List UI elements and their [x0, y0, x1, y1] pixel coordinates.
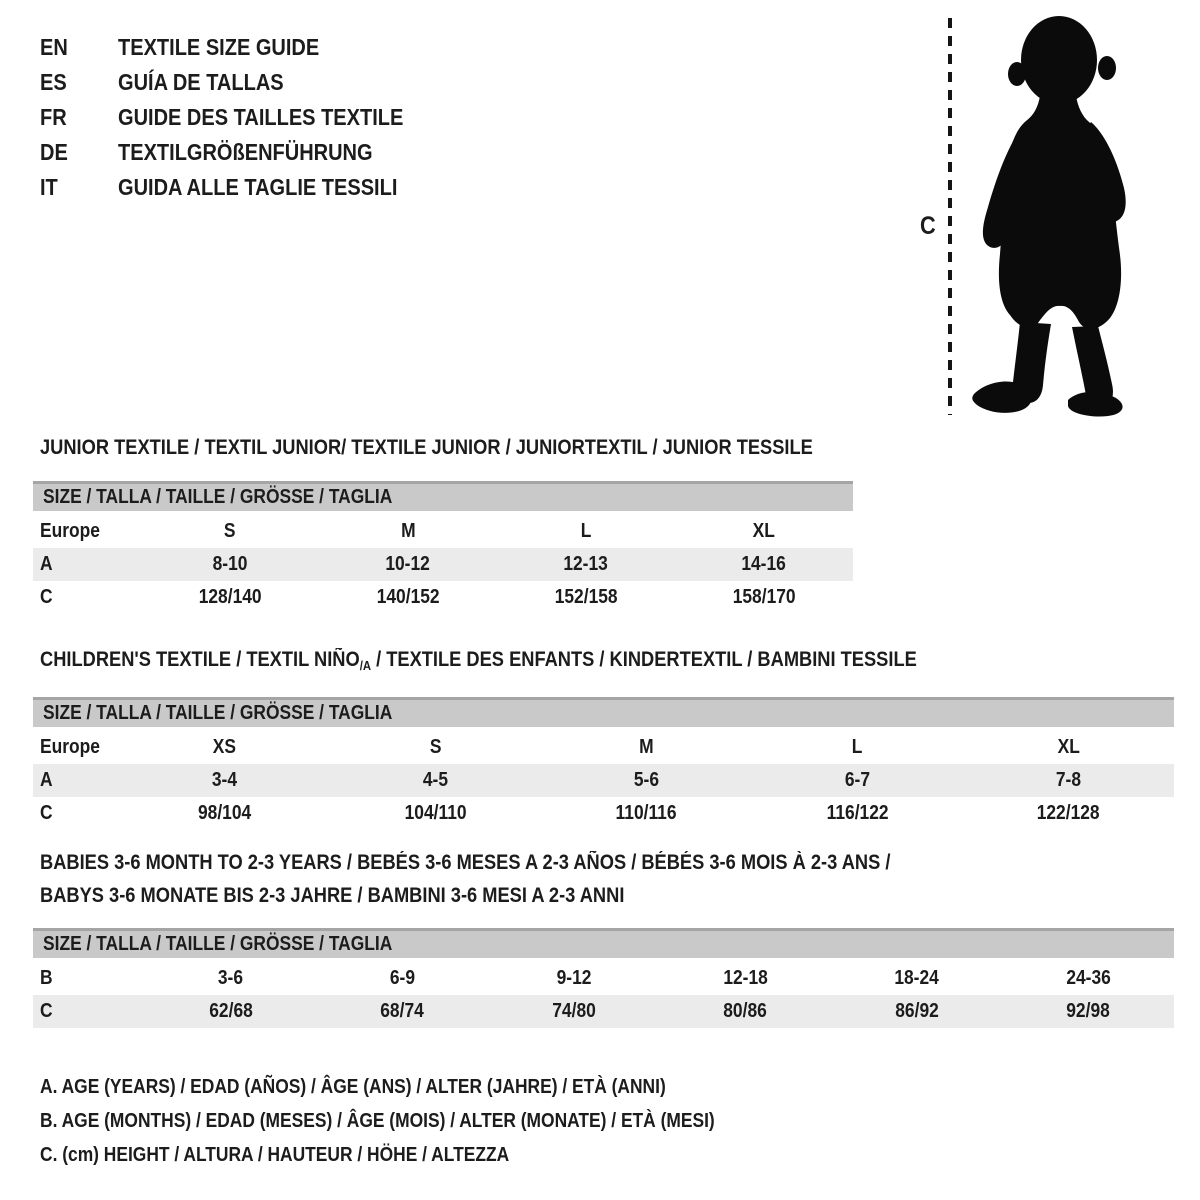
- height-cell: 92/98: [1066, 1000, 1111, 1022]
- height-cell: 80/86: [723, 1000, 768, 1022]
- months-cell: 6-9: [389, 967, 415, 989]
- language-title-list: [40, 30, 446, 205]
- size-cell: S: [224, 520, 236, 542]
- babies-size-header-bar: SIZE / TALLA / TAILLE / GRÖSSE / TAGLIA: [33, 928, 1174, 958]
- size-cell: M: [400, 520, 416, 542]
- guide-title-it: GUIDA ALLE TAGLIE TESSILI: [118, 174, 398, 200]
- row-label: Europe: [40, 520, 100, 542]
- language-row-it: [40, 170, 446, 205]
- age-cell: 3-4: [211, 769, 238, 791]
- size-cell: XS: [212, 736, 237, 758]
- junior-row-age: [33, 548, 853, 581]
- size-cell: M: [639, 736, 654, 758]
- junior-row-europe: [33, 515, 853, 548]
- language-code: FR: [40, 104, 67, 130]
- months-cell: 12-18: [722, 967, 768, 989]
- language-code: IT: [40, 174, 58, 200]
- babies-row-height: [33, 995, 1174, 1028]
- babies-row-months: [33, 962, 1174, 995]
- size-cell: XL: [752, 520, 776, 542]
- age-cell: 5-6: [633, 769, 660, 791]
- measure-legend: [40, 1070, 816, 1172]
- height-cell: 62/68: [208, 1000, 253, 1022]
- height-cell: 122/128: [1037, 802, 1100, 824]
- row-label: B: [40, 967, 53, 989]
- height-cell: 104/110: [404, 802, 467, 824]
- legend-line-a: A. AGE (YEARS) / EDAD (AÑOS) / ÂGE (ANS) / ALTER (JAHRE) / ETÀ (ANNI): [40, 1075, 666, 1098]
- children-textile-section: [33, 648, 1174, 830]
- age-cell: 10-12: [385, 553, 431, 575]
- height-cell: 140/152: [376, 586, 440, 608]
- legend-line-c: C. (cm) HEIGHT / ALTURA / HAUTEUR / HÖHE / ALTEZZA: [40, 1143, 510, 1166]
- age-cell: 7-8: [1055, 769, 1082, 791]
- months-cell: 18-24: [894, 967, 940, 989]
- size-cell: L: [852, 736, 863, 758]
- size-cell: S: [429, 736, 442, 758]
- row-label: A: [40, 553, 53, 575]
- guide-title-en: TEXTILE SIZE GUIDE: [118, 34, 320, 60]
- height-cell: 74/80: [551, 1000, 596, 1022]
- height-cell: 98/104: [197, 802, 252, 824]
- row-label: A: [40, 769, 53, 791]
- row-label: C: [40, 802, 53, 824]
- language-code: DE: [40, 139, 68, 165]
- junior-section-title: JUNIOR TEXTILE / TEXTIL JUNIOR/ TEXTILE JUNIOR / JUNIORTEXTIL / JUNIOR TESSILE: [40, 436, 813, 459]
- children-section-title: CHILDREN'S TEXTILE / TEXTIL NIÑO/A / TEXTILE DES ENFANTS / KINDERTEXTIL / BAMBINI TESSILE: [40, 648, 917, 673]
- legend-line-b: B. AGE (MONTHS) / EDAD (MESES) / ÂGE (MOIS) / ALTER (MONATE) / ETÀ (MESI): [40, 1109, 715, 1132]
- children-row-age: [33, 764, 1174, 797]
- height-cell: 158/170: [732, 586, 796, 608]
- children-size-header-bar: SIZE / TALLA / TAILLE / GRÖSSE / TAGLIA: [33, 697, 1174, 727]
- babies-section-title: BABIES 3-6 MONTH TO 2-3 YEARS / BEBÉS 3-6 MESES A 2-3 AÑOS / BÉBÉS 3-6 MOIS À 2-3 ANS / BABYS 3-6 MONATE BIS 2-3 JAHRE / BAMBINI 3-6 MESI A 2-3 ANNI: [40, 851, 891, 907]
- language-row-de: [40, 135, 446, 170]
- height-cell: 110/116: [616, 802, 677, 824]
- guide-title-de: TEXTILGRÖßENFÜHRUNG: [118, 139, 373, 165]
- age-cell: 4-5: [422, 769, 449, 791]
- junior-row-height: [33, 581, 853, 614]
- age-cell: 8-10: [212, 553, 248, 575]
- language-row-fr: [40, 100, 446, 135]
- height-cell: 68/74: [380, 1000, 425, 1022]
- months-cell: 9-12: [556, 967, 592, 989]
- row-label: Europe: [40, 736, 100, 758]
- children-row-europe: [33, 731, 1174, 764]
- size-cell: L: [580, 520, 592, 542]
- language-row-en: [40, 30, 446, 65]
- toddler-silhouette-image: [960, 12, 1146, 418]
- junior-textile-section: [33, 436, 853, 614]
- age-cell: 12-13: [563, 553, 609, 575]
- language-code: ES: [40, 69, 67, 95]
- months-cell: 3-6: [218, 967, 244, 989]
- size-cell: XL: [1057, 736, 1080, 758]
- height-cell: 116/122: [826, 802, 889, 824]
- guide-title-es: GUÍA DE TALLAS: [118, 69, 284, 95]
- row-label: C: [40, 586, 53, 608]
- children-row-height: [33, 797, 1174, 830]
- guide-title-fr: GUIDE DES TAILLES TEXTILE: [118, 104, 404, 130]
- height-measure-label: C: [920, 212, 936, 240]
- height-cell: 128/140: [198, 586, 262, 608]
- months-cell: 24-36: [1065, 967, 1111, 989]
- age-cell: 14-16: [741, 553, 787, 575]
- junior-size-header-bar: SIZE / TALLA / TAILLE / GRÖSSE / TAGLIA: [33, 481, 853, 511]
- height-cell: 152/158: [554, 586, 618, 608]
- height-cell: 86/92: [894, 1000, 939, 1022]
- row-label: C: [40, 1000, 53, 1022]
- height-measure-dashed-line: [948, 18, 952, 415]
- babies-textile-section: [33, 846, 1174, 1028]
- language-code: EN: [40, 34, 68, 60]
- age-cell: 6-7: [844, 769, 871, 791]
- language-row-es: [40, 65, 446, 100]
